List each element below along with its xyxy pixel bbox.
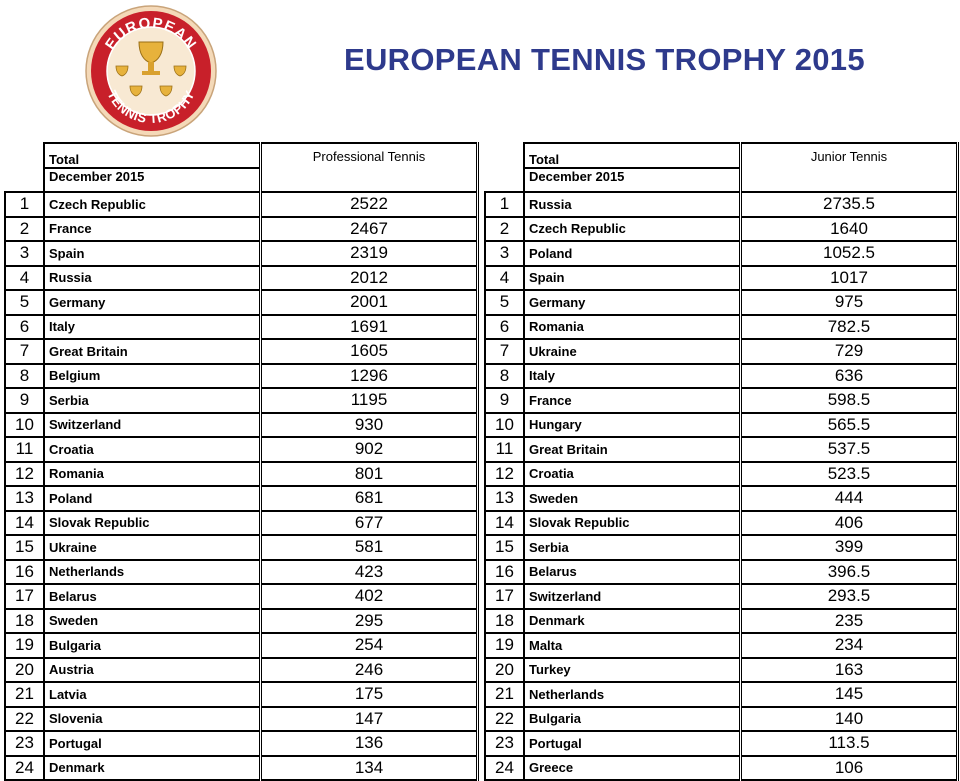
rank-cell: 6 <box>485 315 524 340</box>
country-cell: Serbia <box>44 388 261 413</box>
score-cell: 2735.5 <box>741 192 958 217</box>
country-cell: Germany <box>524 290 741 315</box>
score-cell: 235 <box>741 609 958 634</box>
country-cell: Switzerland <box>524 584 741 609</box>
table-row <box>485 462 958 487</box>
table-row <box>485 609 958 634</box>
country-cell: Malta <box>524 633 741 658</box>
rank-cell: 13 <box>485 486 524 511</box>
score-cell: 396.5 <box>741 560 958 585</box>
rank-cell: 8 <box>485 364 524 389</box>
rank-cell: 12 <box>5 462 44 487</box>
country-cell: Turkey <box>524 658 741 683</box>
country-cell: Poland <box>44 486 261 511</box>
score-cell: 801 <box>261 462 478 487</box>
country-cell: Spain <box>524 266 741 291</box>
rank-cell: 4 <box>485 266 524 291</box>
score-cell: 2522 <box>261 192 478 217</box>
total-label: Total <box>44 143 261 168</box>
score-cell: 295 <box>261 609 478 634</box>
rank-cell: 21 <box>485 682 524 707</box>
score-cell: 1296 <box>261 364 478 389</box>
country-cell: Italy <box>524 364 741 389</box>
score-cell: 1640 <box>741 217 958 242</box>
header-row-total <box>485 143 958 168</box>
country-cell: Russia <box>524 192 741 217</box>
country-cell: Belarus <box>524 560 741 585</box>
table-row <box>485 192 958 217</box>
rank-cell: 10 <box>5 413 44 438</box>
table-row <box>5 707 478 732</box>
score-cell: 2012 <box>261 266 478 291</box>
table-row <box>5 388 478 413</box>
country-cell: Netherlands <box>44 560 261 585</box>
rank-header-blank <box>5 168 44 193</box>
table-row <box>485 413 958 438</box>
score-cell: 902 <box>261 437 478 462</box>
rank-cell: 5 <box>485 290 524 315</box>
header-row-total <box>5 143 478 168</box>
rank-cell: 14 <box>485 511 524 536</box>
country-cell: Czech Republic <box>524 217 741 242</box>
country-cell: Portugal <box>44 731 261 756</box>
rank-cell: 17 <box>5 584 44 609</box>
rank-cell: 24 <box>5 756 44 781</box>
rank-cell: 15 <box>485 535 524 560</box>
country-cell: Denmark <box>44 756 261 781</box>
score-cell: 293.5 <box>741 584 958 609</box>
table-row <box>485 437 958 462</box>
table-row <box>5 290 478 315</box>
country-cell: Great Britain <box>44 339 261 364</box>
score-cell: 1017 <box>741 266 958 291</box>
country-cell: Czech Republic <box>44 192 261 217</box>
table-row <box>5 266 478 291</box>
score-cell: 163 <box>741 658 958 683</box>
rank-header-blank <box>485 168 524 193</box>
score-cell: 246 <box>261 658 478 683</box>
rank-cell: 16 <box>485 560 524 585</box>
rank-cell: 11 <box>485 437 524 462</box>
country-cell: Croatia <box>524 462 741 487</box>
rank-cell: 8 <box>5 364 44 389</box>
month-label: December 2015 <box>44 168 261 193</box>
score-cell: 2319 <box>261 241 478 266</box>
table-row <box>5 658 478 683</box>
table-row <box>485 315 958 340</box>
country-cell: Serbia <box>524 535 741 560</box>
rank-cell: 2 <box>5 217 44 242</box>
country-cell: Austria <box>44 658 261 683</box>
rank-cell: 22 <box>485 707 524 732</box>
rank-cell: 19 <box>5 633 44 658</box>
rank-cell: 20 <box>5 658 44 683</box>
score-cell: 1691 <box>261 315 478 340</box>
rank-cell: 6 <box>5 315 44 340</box>
table-row <box>5 315 478 340</box>
country-cell: Denmark <box>524 609 741 634</box>
score-cell: 254 <box>261 633 478 658</box>
score-cell: 406 <box>741 511 958 536</box>
country-cell: Romania <box>44 462 261 487</box>
country-cell: Hungary <box>524 413 741 438</box>
rank-cell: 11 <box>5 437 44 462</box>
category-header: Junior Tennis <box>741 143 958 192</box>
table-row <box>5 241 478 266</box>
table-row <box>5 609 478 634</box>
rank-cell: 1 <box>485 192 524 217</box>
table-row <box>5 584 478 609</box>
country-cell: Croatia <box>44 437 261 462</box>
rank-cell: 20 <box>485 658 524 683</box>
table-row <box>485 707 958 732</box>
country-cell: Italy <box>44 315 261 340</box>
table-row <box>5 731 478 756</box>
country-cell: Ukraine <box>524 339 741 364</box>
table-row <box>485 511 958 536</box>
rank-cell: 7 <box>485 339 524 364</box>
score-cell: 975 <box>741 290 958 315</box>
junior-tennis-table <box>484 142 959 781</box>
country-cell: Switzerland <box>44 413 261 438</box>
rank-cell: 15 <box>5 535 44 560</box>
score-cell: 140 <box>741 707 958 732</box>
score-cell: 782.5 <box>741 315 958 340</box>
table-row <box>485 388 958 413</box>
score-cell: 147 <box>261 707 478 732</box>
score-cell: 399 <box>741 535 958 560</box>
table-row <box>5 560 478 585</box>
score-cell: 729 <box>741 339 958 364</box>
country-cell: Portugal <box>524 731 741 756</box>
rank-cell: 10 <box>485 413 524 438</box>
table-row <box>5 511 478 536</box>
table-row <box>485 486 958 511</box>
table-row <box>485 339 958 364</box>
table-row <box>485 731 958 756</box>
rank-cell: 23 <box>485 731 524 756</box>
rank-cell: 3 <box>5 241 44 266</box>
logo-text-top: EUROPEAN <box>102 14 200 54</box>
table-row <box>5 756 478 781</box>
score-cell: 1605 <box>261 339 478 364</box>
country-cell: Ukraine <box>44 535 261 560</box>
country-cell: Russia <box>44 266 261 291</box>
logo-text-bottom: TENNIS TROPHY <box>104 87 198 127</box>
european-tennis-trophy-logo <box>84 4 218 138</box>
country-cell: Slovak Republic <box>44 511 261 536</box>
table-row <box>485 364 958 389</box>
country-cell: Latvia <box>44 682 261 707</box>
country-cell: Slovenia <box>44 707 261 732</box>
table-row <box>5 462 478 487</box>
country-cell: Romania <box>524 315 741 340</box>
score-cell: 444 <box>741 486 958 511</box>
score-cell: 134 <box>261 756 478 781</box>
table-row <box>5 633 478 658</box>
total-label: Total <box>524 143 741 168</box>
country-cell: France <box>44 217 261 242</box>
score-cell: 2001 <box>261 290 478 315</box>
score-cell: 145 <box>741 682 958 707</box>
score-cell: 234 <box>741 633 958 658</box>
table-row <box>5 339 478 364</box>
category-header: Professional Tennis <box>261 143 478 192</box>
table-row <box>5 364 478 389</box>
table-row <box>485 756 958 781</box>
page-title: EUROPEAN TENNIS TROPHY 2015 <box>344 42 865 77</box>
score-cell: 681 <box>261 486 478 511</box>
score-cell: 175 <box>261 682 478 707</box>
rank-cell: 9 <box>485 388 524 413</box>
table-row <box>485 633 958 658</box>
score-cell: 581 <box>261 535 478 560</box>
rank-header-blank <box>485 143 524 168</box>
rank-cell: 14 <box>5 511 44 536</box>
professional-tbody <box>5 143 478 780</box>
score-cell: 1195 <box>261 388 478 413</box>
junior-tbody <box>485 143 958 780</box>
country-cell: Germany <box>44 290 261 315</box>
score-cell: 523.5 <box>741 462 958 487</box>
table-row <box>485 217 958 242</box>
rank-cell: 22 <box>5 707 44 732</box>
table-row <box>485 682 958 707</box>
score-cell: 636 <box>741 364 958 389</box>
rank-cell: 17 <box>485 584 524 609</box>
table-row <box>5 437 478 462</box>
table-row <box>5 486 478 511</box>
rank-cell: 4 <box>5 266 44 291</box>
rank-header-blank <box>5 143 44 168</box>
table-row <box>5 413 478 438</box>
country-cell: Greece <box>524 756 741 781</box>
score-cell: 113.5 <box>741 731 958 756</box>
country-cell: France <box>524 388 741 413</box>
country-cell: Poland <box>524 241 741 266</box>
score-cell: 1052.5 <box>741 241 958 266</box>
table-row <box>485 584 958 609</box>
country-cell: Sweden <box>524 486 741 511</box>
table-row <box>485 535 958 560</box>
country-cell: Belarus <box>44 584 261 609</box>
country-cell: Great Britain <box>524 437 741 462</box>
score-cell: 565.5 <box>741 413 958 438</box>
rank-cell: 23 <box>5 731 44 756</box>
rank-cell: 1 <box>5 192 44 217</box>
score-cell: 930 <box>261 413 478 438</box>
country-cell: Bulgaria <box>44 633 261 658</box>
rank-cell: 21 <box>5 682 44 707</box>
table-row <box>5 535 478 560</box>
table-row <box>485 241 958 266</box>
score-cell: 677 <box>261 511 478 536</box>
table-row <box>5 682 478 707</box>
country-cell: Slovak Republic <box>524 511 741 536</box>
rank-cell: 9 <box>5 388 44 413</box>
rank-cell: 13 <box>5 486 44 511</box>
month-label: December 2015 <box>524 168 741 193</box>
score-cell: 537.5 <box>741 437 958 462</box>
country-cell: Netherlands <box>524 682 741 707</box>
country-cell: Belgium <box>44 364 261 389</box>
table-row <box>485 658 958 683</box>
score-cell: 106 <box>741 756 958 781</box>
score-cell: 2467 <box>261 217 478 242</box>
table-row <box>5 192 478 217</box>
rank-cell: 7 <box>5 339 44 364</box>
country-cell: Sweden <box>44 609 261 634</box>
rank-cell: 5 <box>5 290 44 315</box>
professional-tennis-table <box>4 142 479 781</box>
country-cell: Spain <box>44 241 261 266</box>
table-row <box>5 217 478 242</box>
score-cell: 402 <box>261 584 478 609</box>
table-row <box>485 560 958 585</box>
rank-cell: 3 <box>485 241 524 266</box>
rank-cell: 12 <box>485 462 524 487</box>
score-cell: 136 <box>261 731 478 756</box>
rank-cell: 18 <box>5 609 44 634</box>
rank-cell: 2 <box>485 217 524 242</box>
score-cell: 423 <box>261 560 478 585</box>
table-row <box>485 290 958 315</box>
rank-cell: 16 <box>5 560 44 585</box>
country-cell: Bulgaria <box>524 707 741 732</box>
rank-cell: 24 <box>485 756 524 781</box>
rank-cell: 19 <box>485 633 524 658</box>
rank-cell: 18 <box>485 609 524 634</box>
score-cell: 598.5 <box>741 388 958 413</box>
table-row <box>485 266 958 291</box>
